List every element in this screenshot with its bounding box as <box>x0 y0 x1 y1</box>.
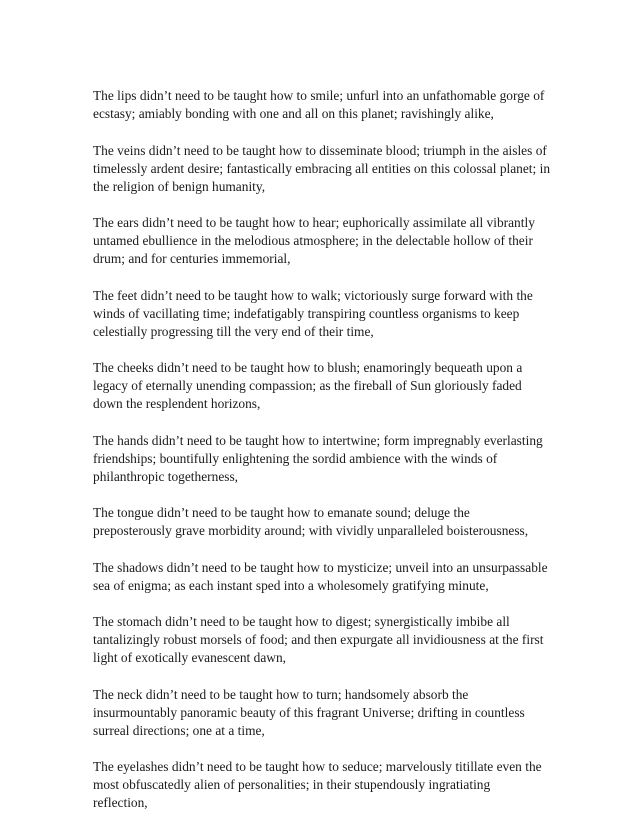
text-line: The ears didn’t need to be taught how to hear; euphorically assimilate all vibrantly <box>93 215 535 230</box>
text-line: The shadows didn’t need to be taught how to mysticize; unveil into an unsurpassable <box>93 559 548 575</box>
stanza-hands <box>93 432 553 486</box>
stanza-neck <box>93 686 553 740</box>
stanza-stomach <box>93 613 553 667</box>
text-line: down the resplendent horizons, <box>93 396 261 411</box>
text-line: most obfuscatedly alien of personalities; in their stupendously ingratiating <box>93 777 491 792</box>
stanza-cheeks <box>93 359 553 413</box>
text-line: The tongue didn’t need to be taught how to emanate sound; deluge the <box>93 505 470 520</box>
text-line: preposterously grave morbidity around; with vividly unparalleled boisterousness, <box>93 523 529 538</box>
stanza-tongue <box>93 504 553 540</box>
text-line: The neck didn’t need to be taught how to turn; handsomely absorb the <box>93 686 469 702</box>
text-line: reflection, <box>93 795 148 810</box>
text-line: philanthropic togetherness, <box>93 468 239 484</box>
text-line: ecstasy; amiably bonding with one and all on this planet; ravishingly alike, <box>93 106 494 121</box>
document-page <box>93 87 553 831</box>
text-line: friendships; bountifully enlightening the sordid ambience with the winds of <box>93 450 498 466</box>
text-line: The eyelashes didn’t need to be taught how to seduce; marvelously titillate even the <box>93 759 542 774</box>
text-line: The feet didn’t need to be taught how to walk; victoriously surge forward with the <box>93 287 533 303</box>
stanza-ears <box>93 214 553 268</box>
stanza-shadows <box>93 559 553 595</box>
stanza-veins <box>93 142 553 196</box>
stanza-feet <box>93 287 553 341</box>
text-line: the religion of benign humanity, <box>93 178 266 194</box>
text-line: legacy of eternally unending compassion; as the fireball of Sun gloriously faded <box>93 378 522 393</box>
text-line: celestially progressing till the very end of their time, <box>93 323 374 339</box>
text-line: untamed ebullience in the melodious atmosphere; in the delectable hollow of their <box>93 233 533 248</box>
text-line: The hands didn’t need to be taught how to intertwine; form impregnably everlasting <box>93 432 543 448</box>
text-line: sea of enigma; as each instant sped into a wholesomely gratifying minute, <box>93 577 489 593</box>
text-line: The cheeks didn’t need to be taught how to blush; enamoringly bequeath upon a <box>93 360 523 375</box>
text-line: winds of vacillating time; indefatigably transpiring countless organisms to keep <box>93 305 520 321</box>
text-line: timelessly ardent desire; fantastically embracing all entities on this colossal planet; in <box>93 160 551 176</box>
text-line: light of exotically evanescent dawn, <box>93 650 286 665</box>
text-line: surreal directions; one at a time, <box>93 722 265 738</box>
text-line: The veins didn’t need to be taught how to disseminate blood; triumph in the aisles of <box>93 142 547 158</box>
text-line: tantalizingly robust morsels of food; and then expurgate all invidiousness at the first <box>93 632 544 647</box>
text-line: The stomach didn’t need to be taught how to digest; synergistically imbibe all <box>93 614 510 629</box>
stanza-lips <box>93 87 553 123</box>
stanza-eyelashes <box>93 758 553 812</box>
text-line: The lips didn’t need to be taught how to smile; unfurl into an unfathomable gorge of <box>93 88 545 103</box>
text-line: insurmountably panoramic beauty of this fragrant Universe; drifting in countless <box>93 704 525 720</box>
text-line: drum; and for centuries immemorial, <box>93 251 291 266</box>
